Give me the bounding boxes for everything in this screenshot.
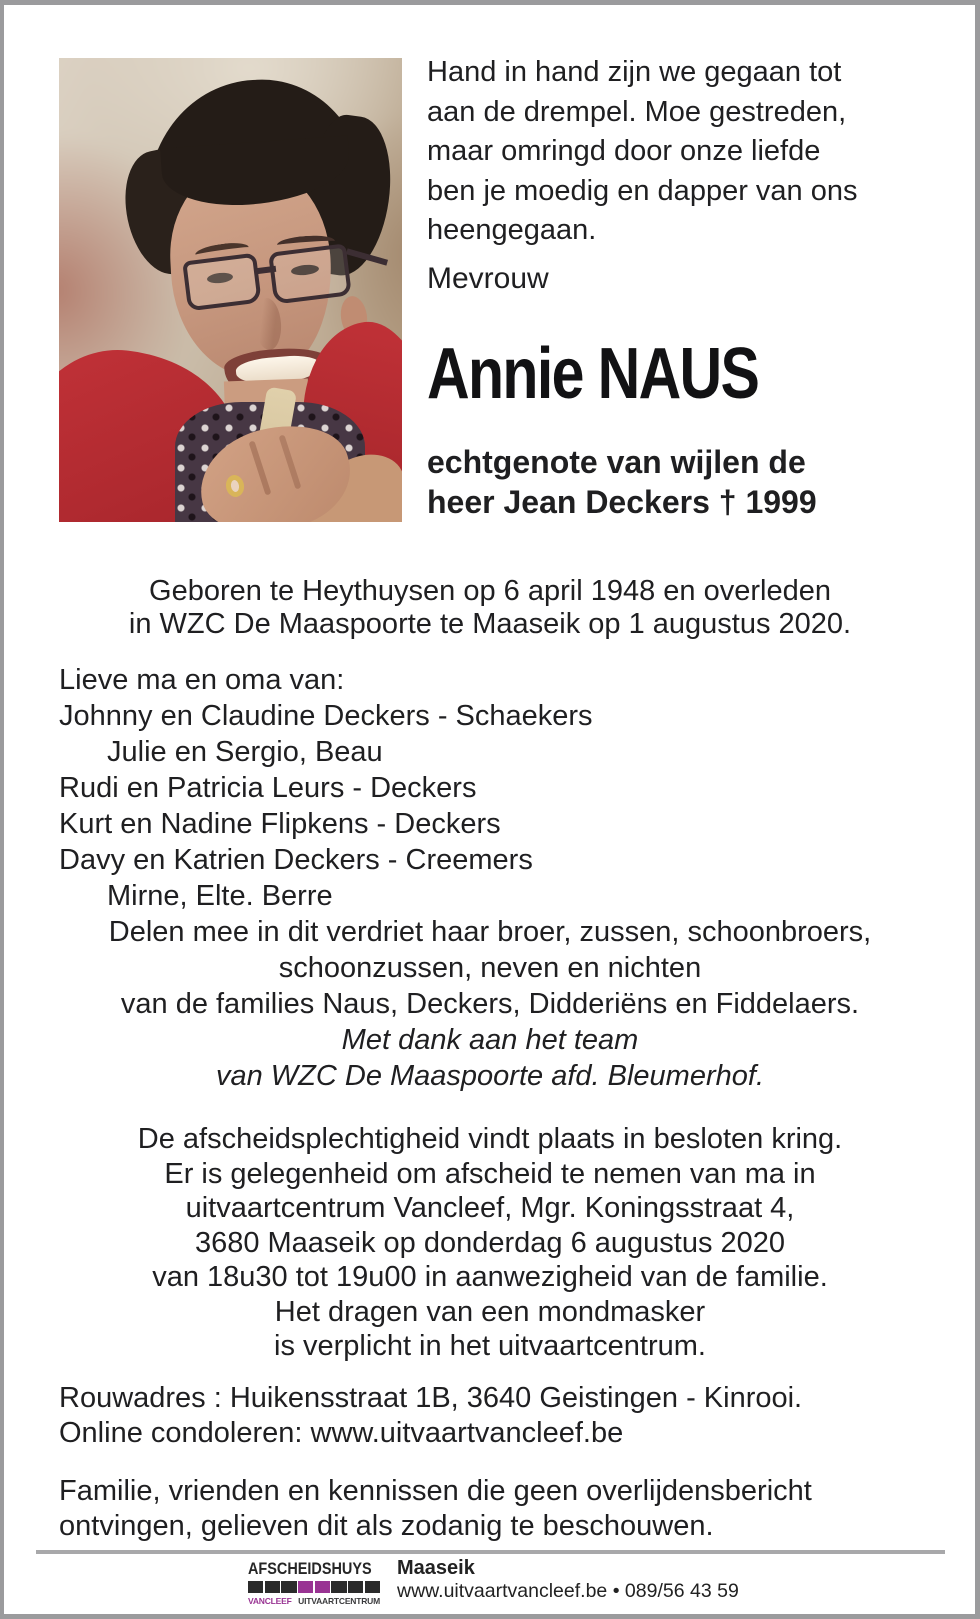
ceremony-line: van 18u30 tot 19u00 in aanwezigheid van de familie. [152, 1261, 828, 1293]
logo-title: AFSCHEIDSHUYS [248, 1559, 372, 1578]
logo-square-dark [331, 1581, 346, 1593]
birth-death-info [0, 575, 980, 641]
notice-line: Familie, vrienden en kennissen die geen overlijdensbericht [59, 1475, 812, 1507]
salutation: Mevrouw [427, 262, 549, 295]
portrait-photo [59, 58, 402, 522]
ceremony-line: Er is gelegenheid om afscheid te nemen van ma in [164, 1157, 816, 1190]
funeral-home-logo [248, 1559, 380, 1606]
deceased-name: Annie NAUS [427, 334, 759, 414]
logo-square-purple [298, 1581, 313, 1593]
logo-square-dark [281, 1581, 296, 1593]
family-line-centered: van de families Naus, Deckers, Didderiëns en Fiddelaers. [120, 988, 860, 1020]
logo-sub-uitvaartcentrum: UITVAARTCENTRUM [298, 1596, 380, 1606]
mourning-address [59, 1381, 939, 1451]
logo-square-dark [365, 1581, 380, 1593]
logo-square-dark [265, 1581, 280, 1593]
notice-line: ontvingen, gelieven dit als zodanig te beschouwen. [59, 1509, 714, 1542]
footer-contact: www.uitvaartvancleef.be • 089/56 43 59 [397, 1580, 739, 1602]
family-line-centered: Delen mee in dit verdriet haar broer, zussen, schoonbroers, [108, 916, 872, 948]
photo-glasses-left-lens [182, 253, 262, 312]
poem-line: ben je moedig en dapper van ons [427, 174, 858, 207]
footer-contact-block [397, 1557, 739, 1602]
poem-line: maar omringd door onze liefde [427, 135, 821, 167]
birth-death-line: in WZC De Maaspoorte te Maaseik op 1 augustus 2020. [128, 608, 852, 640]
family-line-indented: Mirne, Elte. Berre [107, 880, 333, 912]
family-line: Davy en Katrien Deckers - Creemers [59, 844, 533, 876]
logo-square-purple [315, 1581, 330, 1593]
notice [59, 1474, 939, 1543]
spouse-line: echtgenote van wijlen de [427, 444, 806, 480]
family-line: Johnny en Claudine Deckers - Schaekers [59, 700, 593, 732]
online-condolence-line: Online condoleren: www.uitvaartvancleef.be [59, 1417, 624, 1449]
logo-squares [248, 1581, 380, 1593]
ceremony-info [0, 1122, 980, 1364]
family-list [0, 662, 980, 1094]
poem-line: heengegaan. [427, 214, 597, 246]
photo-glasses-right-lens [268, 243, 352, 304]
spouse-line: heer Jean Deckers † 1999 [427, 484, 817, 520]
mourning-address-line: Rouwadres : Huikensstraat 1B, 3640 Geistingen - Kinrooi. [59, 1382, 803, 1414]
ceremony-line: is verplicht in het uitvaartcentrum. [274, 1330, 706, 1362]
logo-subtitle [248, 1596, 380, 1606]
logo-square-dark [248, 1581, 263, 1593]
thanks-line: Met dank aan het team [341, 1024, 639, 1056]
ceremony-line: Het dragen van een mondmasker [274, 1295, 706, 1328]
footer-city: Maaseik [397, 1557, 475, 1579]
ceremony-line: 3680 Maaseik op donderdag 6 augustus 2020 [194, 1226, 786, 1259]
family-line-centered: schoonzussen, neven en nichten [278, 952, 702, 984]
ceremony-line: De afscheidsplechtigheid vindt plaats in besloten kring. [137, 1123, 843, 1155]
footer-divider [36, 1550, 945, 1554]
poem-line: aan de drempel. Moe gestreden, [427, 95, 847, 128]
birth-death-line: Geboren te Heythuysen op 6 april 1948 en overleden [149, 575, 831, 607]
spouse-note [427, 442, 907, 522]
family-line-indented: Julie en Sergio, Beau [107, 736, 383, 768]
thanks-line: van WZC De Maaspoorte afd. Bleumerhof. [215, 1060, 764, 1092]
logo-square-dark [348, 1581, 363, 1593]
logo-sub-vancleef: VANCLEEF [248, 1596, 292, 1606]
ceremony-line: uitvaartcentrum Vancleef, Mgr. Koningsstraat 4, [185, 1192, 795, 1224]
family-line: Lieve ma en oma van: [59, 664, 345, 696]
poem [427, 53, 907, 251]
poem-line: Hand in hand zijn we gegaan tot [427, 56, 842, 88]
family-line: Kurt en Nadine Flipkens - Deckers [59, 808, 501, 840]
family-line: Rudi en Patricia Leurs - Deckers [59, 772, 477, 804]
